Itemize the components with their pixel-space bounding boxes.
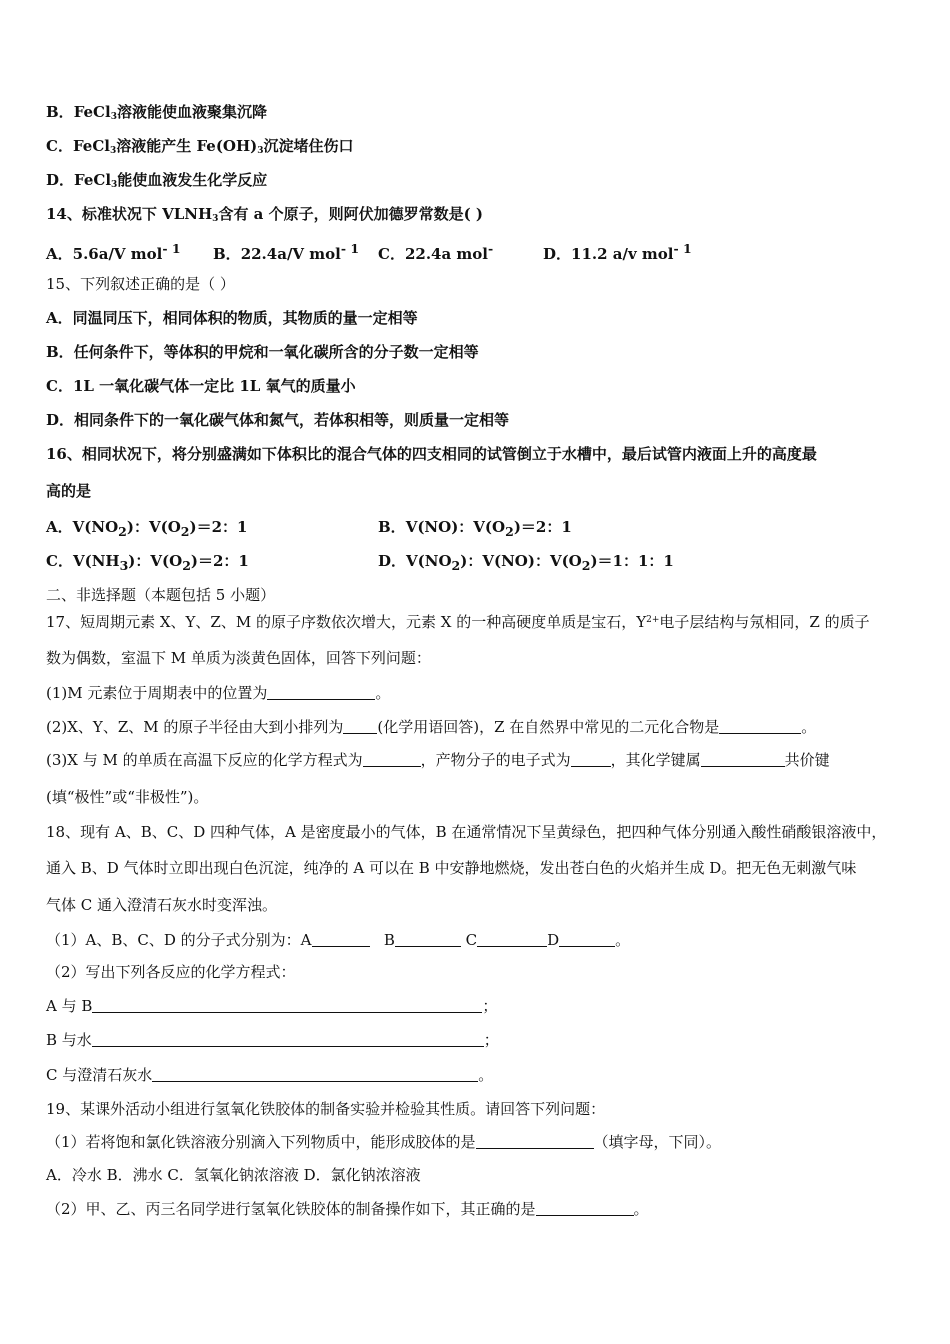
answer-blank[interactable] [719, 719, 801, 734]
answer-blank[interactable] [152, 1067, 478, 1082]
section-heading: 二、非选择题（本题包括 5 小题） [46, 586, 276, 604]
q17-stem-line2: 数为偶数，室温下 M 单质为淡黄色固体，回答下列问题： [46, 649, 431, 667]
q19-part1-options: A．冷水 B．沸水 C．氢氧化钠浓溶液 D．氯化钠浓溶液 [46, 1166, 421, 1184]
q17-part3-note: (填“极性”或“非极性”)。 [46, 788, 209, 806]
answer-blank[interactable] [343, 719, 377, 734]
answer-blank[interactable] [536, 1201, 634, 1216]
answer-blank[interactable] [476, 1134, 594, 1149]
q16-option-b: B．V(NO)：$V(O_2)=2$：1 [378, 518, 572, 539]
q18-stem-line2: 通入 B、D 气体时立即出现白色沉淀，纯净的 A 可以在 B 中安静地燃烧，发出苍白色的火焰并生成 D。把无色无刺激气味 [46, 859, 857, 877]
q18-stem-line3: 气体 C 通入澄清石灰水时变浑浊。 [46, 896, 278, 914]
q17-part2: (2)X、Y、Z、M 的原子半径由大到小排列为 (化学用语回答)，Z 在自然界中常见的二元化合物是 。 [46, 718, 817, 736]
q15-option-b: B．任何条件下，等体积的甲烷和一氧化碳所含的分子数一定相等 [46, 343, 479, 361]
q16-stem-line2: 高的是 [46, 482, 92, 500]
answer-blank[interactable] [363, 752, 421, 767]
q14-option-b: B．22.4a/V mol$^{- 1}$ [213, 241, 360, 263]
q16-option-a: A．$V(NO_2)$：$V(O_2)=2$：1 [46, 518, 248, 539]
q13-option-d: D．FeCl$_3$能使血液发生化学反应 [46, 171, 268, 190]
q19-part1: （1）若将饱和氯化铁溶液分别滴入下列物质中，能形成胶体的是 （填字母，下同）。 [46, 1133, 722, 1151]
answer-blank[interactable] [395, 932, 461, 947]
q13-option-b: B．FeCl$_3$溶液能使血液聚集沉降 [46, 103, 267, 122]
q18-part1: （1）A、B、C、D 的分子式分别为：A B C D 。 [46, 931, 631, 949]
q19-part2: （2）甲、乙、丙三名同学进行氢氧化铁胶体的制备操作如下，其正确的是 。 [46, 1200, 649, 1218]
answer-blank[interactable] [477, 932, 547, 947]
answer-blank[interactable] [559, 932, 615, 947]
q18-reaction-a-b: A 与 B ； [46, 997, 498, 1015]
q18-stem-line1: 18、现有 A、B、C、D 四种气体，A 是密度最小的气体，B 在通常情况下呈黄绿色，把四种气体分别通入酸性硝酸银溶液中， [46, 823, 887, 841]
answer-blank[interactable] [267, 685, 375, 700]
q14-option-d: D．11.2 a/v mol$^{- 1}$ [543, 241, 692, 263]
q16-stem-line1: 16、相同状况下，将分别盛满如下体积比的混合气体的四支相同的试管倒立于水槽中，最后试管内液面上升的高度最 [46, 445, 817, 463]
q14-option-a: A．5.6a/V mol$^{- 1}$ [46, 241, 181, 263]
q17-stem-line1: 17、短周期元素 X、Y、Z、M 的原子序数依次增大，元素 X 的一种高硬度单质是宝石，$Y^{2+}$电子层结构与氖相同，Z 的质子 [46, 613, 870, 631]
answer-blank[interactable] [92, 1032, 484, 1047]
q15-option-a: A．同温同压下，相同体积的物质，其物质的量一定相等 [46, 309, 418, 327]
answer-blank[interactable] [701, 752, 785, 767]
q18-reaction-c-limewater: C 与澄清石灰水 。 [46, 1066, 494, 1084]
answer-blank[interactable] [312, 932, 370, 947]
q17-part3: (3)X 与 M 的单质在高温下反应的化学方程式为 ，产物分子的电子式为 ，其化学键属 共价键 [46, 751, 830, 769]
q17-part1: (1)M 元素位于周期表中的位置为 。 [46, 684, 391, 702]
answer-blank[interactable] [92, 998, 482, 1013]
q16-option-d: D．$V(NO_2)$：V(NO)：$V(O_2)=1$：1：1 [378, 552, 674, 573]
q15-option-d: D．相同条件下的一氧化碳气体和氮气，若体积相等，则质量一定相等 [46, 411, 510, 429]
q16-option-c: C．$V(NH_3)$：$V(O_2)=2$：1 [46, 552, 249, 573]
q15-option-c: C．1L 一氧化碳气体一定比 1L 氧气的质量小 [46, 377, 356, 395]
answer-blank[interactable] [571, 752, 611, 767]
q14-option-c: C．22.4a mol- [378, 241, 494, 263]
q18-reaction-b-water: B 与水 ； [46, 1031, 499, 1049]
q18-part2: （2）写出下列各反应的化学方程式： [46, 963, 296, 981]
q15-stem: 15、下列叙述正确的是（ ） [46, 275, 235, 293]
q13-option-c: C．FeCl$_3$溶液能产生 $Fe(OH)_3$沉淀堵住伤口 [46, 137, 354, 156]
q19-stem: 19、某课外活动小组进行氢氧化铁胶体的制备实验并检验其性质。请回答下列问题： [46, 1100, 606, 1118]
q14-stem: 14、标准状况下 $VLNH_3$含有 a 个原子，则阿伏加德罗常数是( ) [46, 205, 484, 224]
